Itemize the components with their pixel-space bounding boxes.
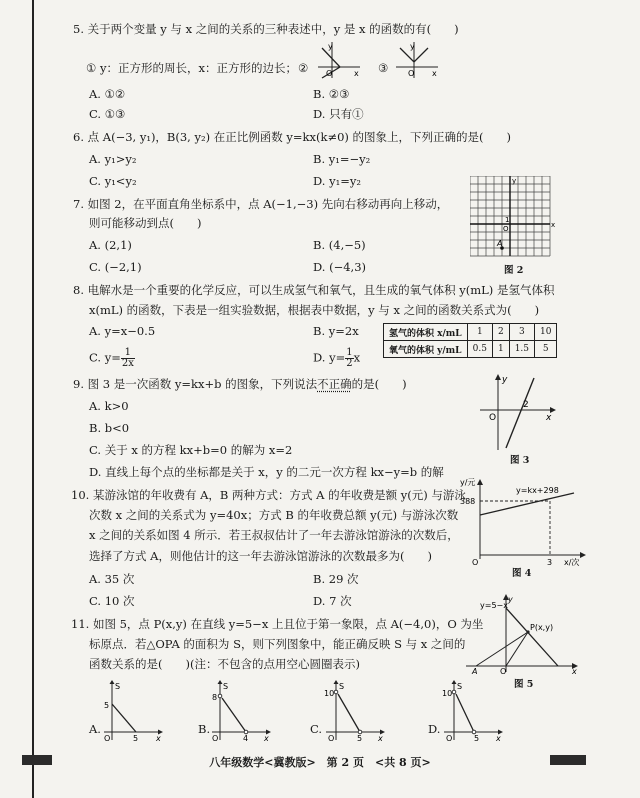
q5-option-a: A. ①②: [89, 87, 126, 101]
q10-y-388: 388: [460, 497, 476, 506]
q10-figure-4: [456, 475, 588, 567]
q8-d-numerator: 1: [346, 347, 353, 358]
q8-c-denominator: 2x: [121, 358, 134, 369]
q7-option-a: A. (2,1): [89, 238, 132, 252]
q9-stem-end: 的是( ): [351, 377, 407, 391]
table-row: [384, 324, 557, 341]
q8-option-c: [89, 348, 135, 369]
q11-b-8: 8: [212, 693, 218, 702]
q7-grid-figure: [470, 176, 556, 262]
q5-item2: ②: [298, 61, 309, 75]
q7-stem-line2: 则可能移动到点( ): [89, 216, 202, 230]
q9-option-c: C. 关于 x 的方程 kx+b=0 的解为 x=2: [89, 443, 293, 457]
q8-option-c-prefix: C. y=: [89, 350, 121, 365]
q11-point-p: P(x,y): [530, 623, 554, 632]
q7-unit-1: 1: [505, 216, 510, 224]
q11-a-o: O: [104, 734, 111, 743]
q7-point-a: A: [497, 239, 503, 248]
binding-line: [32, 0, 34, 798]
q9-intercept: 2: [523, 400, 529, 410]
q10-option-d: D. 7 次: [313, 594, 352, 608]
page-footer: 八年级数学<冀教版> 第 2 页 <共 8 页>: [209, 756, 431, 769]
q11-choice-b-label: B.: [198, 722, 211, 736]
q11-d-o: O: [446, 734, 453, 743]
q11-graph-b: [208, 680, 272, 744]
q5-item1: ① y：正方形的周长，x：正方形的边长；: [86, 61, 297, 75]
q6-option-c: C. y₁<y₂: [89, 174, 137, 188]
q10-x-3: 3: [547, 558, 553, 567]
q11-a-5x: 5: [133, 734, 139, 743]
q11-line-eq: y=5−x: [480, 601, 508, 610]
q11-b-x: x: [264, 734, 269, 743]
q10-option-a: A. 35 次: [89, 572, 135, 586]
q8-cell: 10: [535, 324, 557, 341]
q8-stem-line1: 8. 电解水是一个重要的化学反应，可以生成氢气和氧气，且生成的氧气体积 y(mL) 是氢气体积: [73, 283, 555, 297]
q8-c-numerator: 1: [121, 348, 135, 359]
q11-caption: 图 5: [514, 679, 534, 690]
footer-mark-right: [550, 755, 586, 765]
q11-choice-a-label: A.: [89, 722, 101, 736]
q11-c-5: 5: [357, 734, 363, 743]
q9-origin: O: [489, 413, 497, 423]
q5-option-c: C. ①③: [89, 107, 126, 121]
q7-option-d: D. (−4,3): [313, 260, 367, 274]
q10-line2: 次数 x 之间的关系式为 y=40x；方式 B 的年收费总额 y(元) 与游泳次数: [89, 508, 459, 522]
q11-c-x: x: [378, 734, 383, 743]
q11-x-label: x: [572, 667, 577, 674]
q5-g3-o: O: [408, 69, 415, 78]
q10-origin: O: [472, 558, 479, 567]
q5-g3-x: x: [432, 69, 437, 78]
q5-item3: ③: [378, 61, 389, 75]
q11-b-4: 4: [243, 734, 249, 743]
q11-line3: 函数关系的是( )(注：不包含的点用空心圆圈表示): [89, 657, 360, 671]
q8-option-d-fraction: [345, 348, 353, 369]
q7-x-label: x: [551, 221, 556, 229]
q8-cell: 5: [535, 341, 557, 358]
q8-cell: 1: [467, 324, 492, 341]
q8-option-d-suffix: x: [353, 350, 361, 365]
q5-g2-x: x: [354, 69, 359, 78]
q7-y-label: y: [512, 177, 517, 185]
q8-option-d: [313, 348, 360, 369]
q11-b-s: S: [223, 682, 229, 691]
q5-option-b: B. ②③: [313, 87, 350, 101]
q8-cell: 2: [492, 324, 509, 341]
q8-cell: 1.5: [509, 341, 534, 358]
q10-line4: 选择了方式 A，则他估计的这一年去游泳馆游泳的次数最多为( ): [89, 549, 432, 563]
q7-option-c: C. (−2,1): [89, 260, 142, 274]
q10-option-b: B. 29 次: [313, 572, 359, 586]
q7-option-b: B. (4,−5): [313, 238, 366, 252]
q5-g3-y: y: [410, 42, 415, 51]
q5-g2-o: O: [326, 69, 333, 78]
q6-stem: 6. 点 A(−3, y₁)，B(3, y₂) 在正比例函数 y=kx(k≠0) 的图象上，下列正确的是( ): [73, 130, 512, 144]
q8-data-table: [383, 323, 557, 358]
q8-option-d-prefix: D. y=: [313, 350, 346, 365]
q9-x-label: x: [546, 413, 552, 423]
q8-cell: 3: [509, 324, 534, 341]
q9-option-b: B. b<0: [89, 421, 130, 435]
q11-c-s: S: [339, 682, 345, 691]
q9-option-d: D. 直线上每个点的坐标都是关于 x，y 的二元一次方程 kx−y=b 的解: [89, 465, 444, 479]
q11-a-5y: 5: [104, 701, 110, 710]
q11-origin: O: [500, 667, 507, 674]
q10-line3: x 之间的关系如图 4 所示．若王叔叔估计了一年去游泳馆游泳的次数后，: [89, 528, 459, 542]
q11-graph-a: [100, 680, 164, 744]
q9-option-a: A. k>0: [89, 399, 129, 413]
q7-caption: 图 2: [504, 265, 524, 276]
q5-option-d: D. 只有①: [313, 107, 364, 121]
q11-line1: 11. 如图 5，点 P(x,y) 在直线 y=5−x 上且位于第一象限，点 A(−4,0)，O 为坐: [71, 617, 484, 631]
q9-figure-3: [478, 372, 558, 452]
q11-point-a: A: [472, 667, 478, 674]
q9-stem-emphasis: 不正确: [317, 377, 352, 391]
q5-graph-2: [316, 40, 362, 80]
q11-choice-c-label: C.: [310, 722, 323, 736]
q11-y-label: y: [508, 595, 513, 604]
q11-line2: 标原点．若△OPA 的面积为 S，则下列图象中，能正确反映 S 与 x 之间的: [89, 637, 466, 651]
q11-d-5: 5: [474, 734, 480, 743]
q10-x-axis-label: x/次: [564, 558, 580, 567]
q10-option-c: C. 10 次: [89, 594, 135, 608]
q11-figure-5: [462, 594, 582, 674]
q8-d-denominator: 2: [346, 358, 353, 369]
table-row: [384, 341, 557, 358]
q11-d-s: S: [457, 682, 463, 691]
q10-y-axis-label: y/元: [460, 478, 476, 487]
q11-graph-d: [440, 680, 504, 744]
q6-option-a: A. y₁>y₂: [89, 152, 137, 166]
q11-a-s: S: [115, 682, 121, 691]
q10-line1: 10. 某游泳馆的年收费有 A，B 两种方式：方式 A 的年收费是额 y(元) 与游泳: [71, 488, 466, 502]
q11-a-x: x: [156, 734, 161, 743]
q8-option-c-fraction: [121, 348, 135, 369]
q11-graph-c: [322, 680, 386, 744]
q8-option-a: A. y=x−0.5: [89, 324, 156, 338]
q8-stem-line2: x(mL) 的函数，下表是一组实验数据，根据表中数据，y 与 x 之间的函数关系式为( ): [89, 303, 540, 317]
q9-stem-start: 9. 图 3 是一次函数 y=kx+b 的图象，下列说法: [73, 377, 318, 391]
q5-stem: 5. 关于两个变量 y 与 x 之间的关系的三种表述中，y 是 x 的函数的有( ): [73, 22, 459, 36]
q8-cell: 0.5: [467, 341, 492, 358]
q8-option-b: B. y=2x: [313, 324, 359, 338]
q11-b-o: O: [212, 734, 219, 743]
q5-g2-y: y: [328, 42, 333, 51]
q11-choice-d-label: D.: [428, 722, 441, 736]
q11-d-10: 10: [442, 689, 453, 698]
q5-graph-3: [394, 40, 440, 80]
q8-row1-label: 氢气的体积 x/mL: [384, 324, 468, 341]
q6-option-b: B. y₁=−y₂: [313, 152, 371, 166]
q9-y-label: y: [502, 375, 508, 385]
q6-option-d: D. y₁=y₂: [313, 174, 361, 188]
q10-line-eq: y=kx+298: [516, 486, 559, 495]
q11-c-o: O: [328, 734, 335, 743]
q9-stem: [73, 377, 407, 391]
q10-caption: 图 4: [512, 568, 532, 579]
q8-cell: 1: [492, 341, 509, 358]
q7-stem-line1: 7. 如图 2，在平面直角坐标系中，点 A(−1,−3) 先向右移动再向上移动，: [73, 197, 449, 211]
q11-c-10: 10: [324, 689, 335, 698]
q7-origin: O: [503, 225, 509, 233]
q11-d-x: x: [496, 734, 501, 743]
q9-caption: 图 3: [510, 455, 530, 466]
q8-row2-label: 氧气的体积 y/mL: [384, 341, 468, 358]
